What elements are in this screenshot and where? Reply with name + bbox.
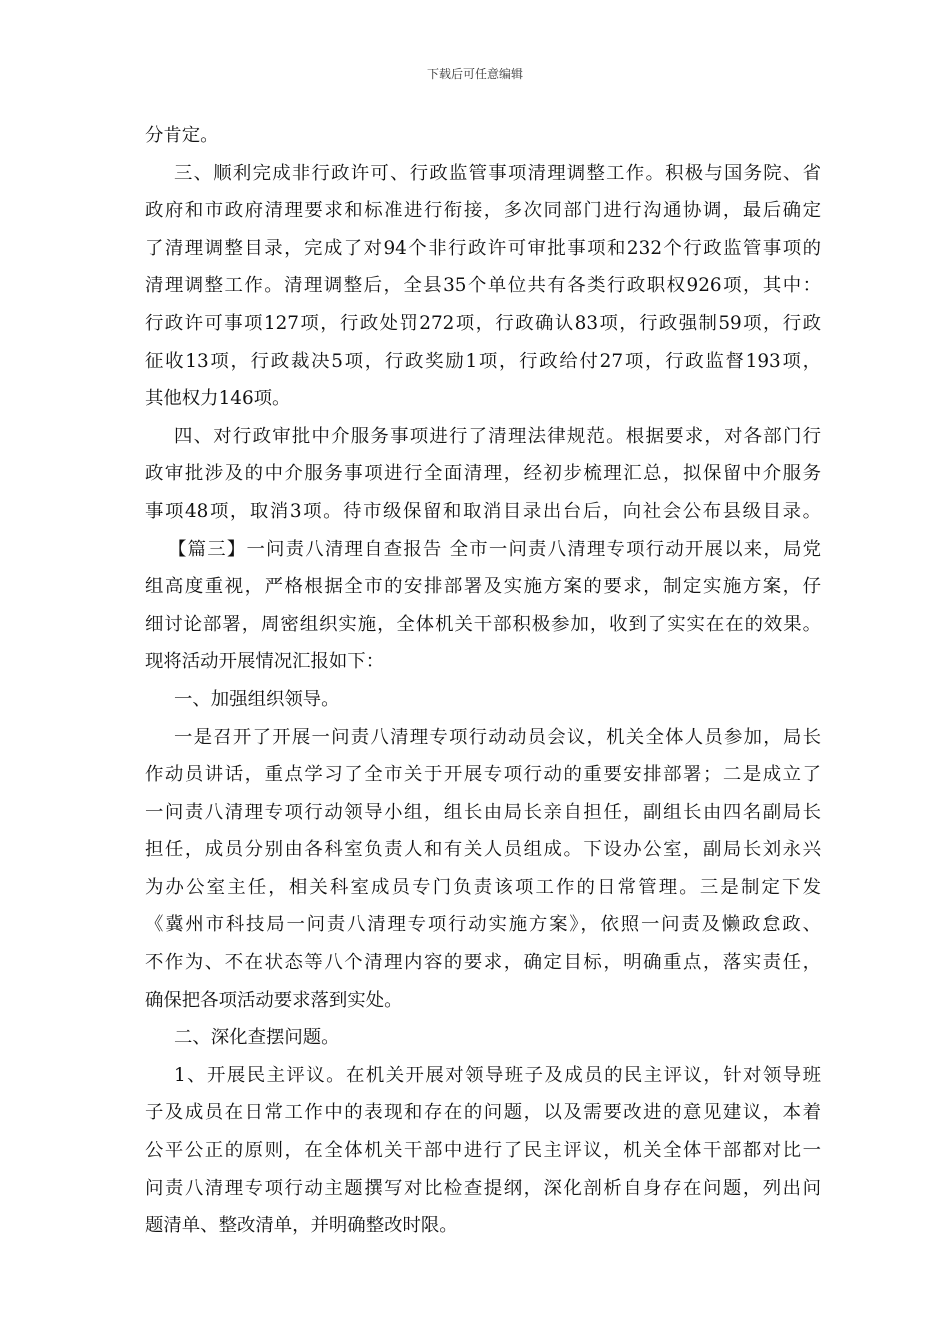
text-line: 题清单、整改清单，并明确整改时限。 bbox=[145, 1215, 458, 1237]
text-line: 组高度重视，严格根据全市的安排部署及实施方案的要求，制定实施方案，仔 bbox=[145, 576, 821, 598]
text-line: 清理调整工作。清理调整后，全县35个单位共有各类行政职权926项，其中： bbox=[145, 275, 821, 297]
paragraph-start-line: 三、顺利完成非行政许可、行政监管事项清理调整工作。积极与国务院、省 bbox=[174, 162, 821, 184]
text-line: 细讨论部署，周密组织实施，全体机关干部积极参加，收到了实实在在的效果。 bbox=[145, 613, 821, 635]
text-line: 担任，成员分别由各科室负责人和有关人员组成。下设办公室，副局长刘永兴 bbox=[145, 839, 821, 861]
paragraph-start-line: 四、对行政审批中介服务事项进行了清理法律规范。根据要求，对各部门行 bbox=[174, 425, 821, 447]
text-line: 政府和市政府清理要求和标准进行衔接，多次同部门进行沟通协调，最后确定 bbox=[145, 200, 821, 222]
subheading-line: 二、深化查摆问题。 bbox=[174, 1027, 340, 1049]
text-line: 一问责八清理专项行动领导小组，组长由局长亲自担任，副组长由四名副局长 bbox=[145, 801, 821, 823]
text-line: 征收13项，行政裁决5项，行政奖励1项，行政给付27项，行政监督193项， bbox=[145, 350, 821, 372]
text-line: 政审批涉及的中介服务事项进行全面清理，经初步梳理汇总，拟保留中介服务 bbox=[145, 463, 821, 485]
text-line: 确保把各项活动要求落到实处。 bbox=[145, 989, 403, 1011]
text-line: 公平公正的原则，在全体机关干部中进行了民主评议，机关全体干部都对比一 bbox=[145, 1140, 821, 1162]
text-line: 问责八清理专项行动主题撰写对比检查提纲，深化剖析自身存在问题，列出问 bbox=[145, 1177, 821, 1199]
text-line: 子及成员在日常工作中的表现和存在的问题，以及需要改进的意见建议，本着 bbox=[145, 1102, 821, 1124]
text-line: 分肯定。 bbox=[145, 125, 219, 146]
text-line: 行政许可事项127项，行政处罚272项，行政确认83项，行政强制59项，行政 bbox=[145, 312, 821, 334]
text-line: 事项48项，取消3项。待市级保留和取消目录出台后，向社会公布县级目录。 bbox=[145, 500, 821, 522]
text-line: 《冀州市科技局一问责八清理专项行动实施方案》，依照一问责及懒政怠政、 bbox=[145, 914, 821, 936]
paragraph-start-line: 1、开展民主评议。在机关开展对领导班子及成员的民主评议，针对领导班 bbox=[174, 1064, 821, 1086]
subheading-line: 一、加强组织领导。 bbox=[174, 688, 340, 710]
document-body bbox=[145, 117, 821, 1245]
text-line: 了清理调整目录，完成了对94个非行政许可审批事项和232个行政监管事项的 bbox=[145, 237, 821, 259]
text-line: 为办公室主任，相关科室成员专门负责该项工作的日常管理。三是制定下发 bbox=[145, 876, 821, 898]
section-heading-line: 【篇三】一问责八清理自查报告 全市一问责八清理专项行动开展以来，局党 bbox=[168, 538, 821, 560]
text-line: 作动员讲话，重点学习了全市关于开展专项行动的重要安排部署；二是成立了 bbox=[145, 764, 821, 786]
paragraph-start-line: 一是召开了开展一问责八清理专项行动动员会议，机关全体人员参加，局长 bbox=[174, 726, 821, 748]
text-line: 现将活动开展情况汇报如下： bbox=[145, 651, 385, 673]
page-header: 下载后可任意编辑 bbox=[426, 67, 523, 81]
text-line: 不作为、不在状态等八个清理内容的要求，确定目标，明确重点，落实责任， bbox=[145, 952, 821, 974]
text-line: 其他权力146项。 bbox=[145, 388, 291, 410]
